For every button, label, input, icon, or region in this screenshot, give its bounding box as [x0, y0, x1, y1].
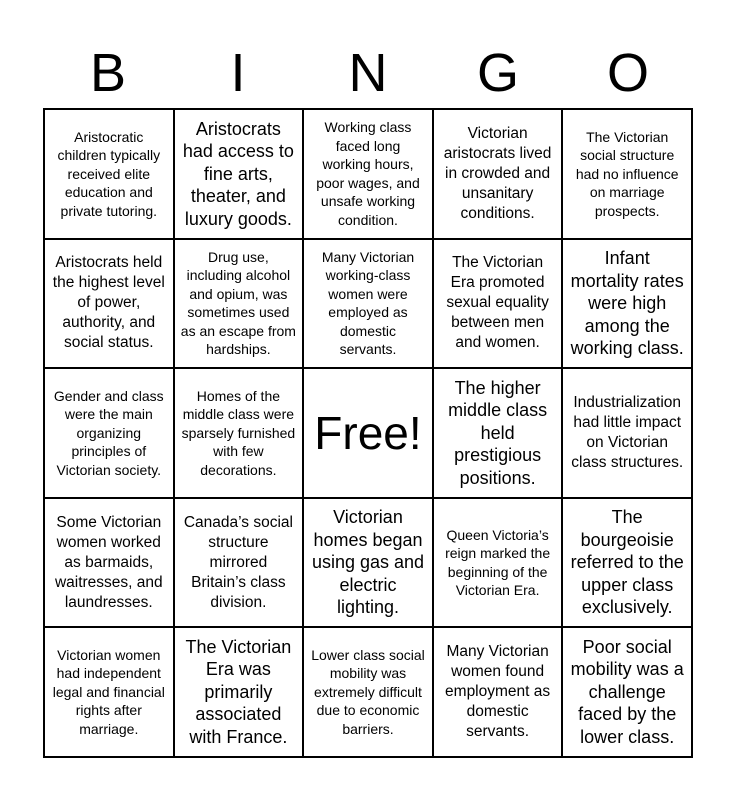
header-letter-g: G — [476, 43, 519, 103]
bingo-cell — [303, 498, 433, 628]
cell-text: Many Victorian working-class women were employed as domestic servants. — [321, 248, 415, 358]
cell-text: Industrialization had little impact on Victorian class structures. — [571, 393, 684, 471]
bingo-cell — [562, 368, 692, 498]
cell-text: Drug use, including alcohol and opium, was sometimes used as an escape from hardships. — [180, 248, 296, 358]
cell-text: Homes of the middle class were sparsely furnished with few decorations. — [181, 387, 296, 478]
bingo-cell — [44, 627, 174, 757]
bingo-cell — [562, 627, 692, 757]
bingo-header — [43, 38, 693, 108]
header-letter-o: O — [606, 43, 649, 103]
bingo-cell — [562, 498, 692, 628]
header-letter-i: I — [230, 43, 246, 103]
bingo-cell — [44, 109, 174, 239]
cell-text: Canada’s social structure mirrored Britain’s class division. — [183, 513, 293, 611]
cell-text: The Victorian Era was primarily associated with France. — [185, 636, 292, 747]
cell-text: Many Victorian women found employment as domestic servants. — [445, 643, 551, 741]
bingo-cell — [433, 498, 563, 628]
free-space-label: Free! — [314, 406, 422, 459]
bingo-cell — [303, 627, 433, 757]
bingo-cell — [174, 498, 304, 628]
cell-text: Working class faced long working hours, poor wages, and unsafe working condition. — [316, 119, 420, 228]
bingo-cell — [174, 109, 304, 239]
cell-text: Aristocratic children typically received elite education and private tutoring. — [57, 128, 161, 219]
bingo-cell — [433, 239, 563, 369]
cell-text: Infant mortality rates were high among the working class. — [570, 248, 684, 359]
cell-text: Gender and class were the main organizing principles of Victorian society. — [53, 387, 164, 478]
cell-text: The higher middle class held prestigious positions. — [448, 377, 548, 488]
bingo-cell — [174, 627, 304, 757]
cell-text: The Victorian social structure had no influence on marriage prospects. — [575, 128, 679, 219]
bingo-cell — [303, 109, 433, 239]
cell-text: Victorian women had independent legal and financial rights after marriage. — [52, 646, 165, 737]
bingo-cell — [433, 368, 563, 498]
cell-text: Aristocrats had access to fine arts, theater, and luxury goods. — [182, 118, 294, 229]
cell-text: Victorian homes began using gas and electric lighting. — [311, 507, 425, 618]
bingo-cell — [433, 109, 563, 239]
bingo-board — [43, 108, 693, 758]
cell-text: Aristocrats held the highest level of power, authority, and social status. — [52, 254, 165, 352]
cell-text: Some Victorian women worked as barmaids, waitresses, and laundresses. — [54, 513, 163, 611]
bingo-cell — [303, 239, 433, 369]
bingo-cell — [44, 239, 174, 369]
bingo-cell — [562, 109, 692, 239]
bingo-cell — [562, 239, 692, 369]
header-letter-n: N — [348, 43, 388, 103]
cell-text: The bourgeoisie referred to the upper class exclusively. — [570, 507, 684, 618]
cell-text: The Victorian Era promoted sexual equality between men and women. — [446, 254, 549, 352]
cell-text: Poor social mobility was a challenge faced by the lower class. — [570, 636, 684, 747]
free-space — [303, 368, 433, 498]
bingo-cell — [44, 368, 174, 498]
cell-text: Victorian aristocrats lived in crowded and unsanitary conditions. — [443, 124, 552, 222]
bingo-cell — [174, 239, 304, 369]
bingo-cell — [174, 368, 304, 498]
cell-text: Queen Victoria’s reign marked the beginning of the Victorian Era. — [445, 526, 551, 599]
header-letter-b: B — [89, 43, 127, 103]
bingo-cell — [433, 627, 563, 757]
cell-text: Lower class social mobility was extremely difficult due to economic barriers. — [311, 646, 425, 737]
bingo-cell — [44, 498, 174, 628]
